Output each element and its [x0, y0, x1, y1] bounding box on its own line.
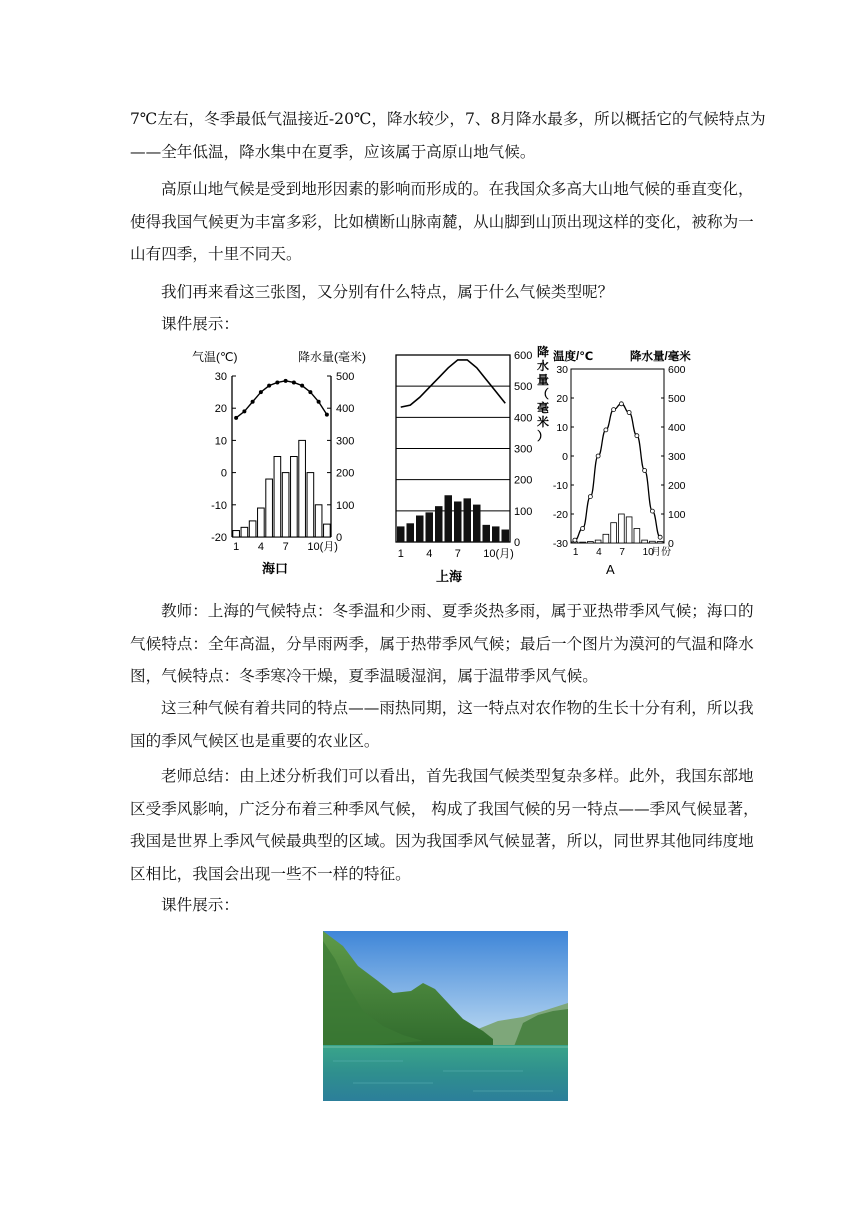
text-line: 我们再来看这三张图，又分别有什么特点，属于什么气候类型呢？ — [161, 283, 614, 301]
y-left-tick-label: 30 — [556, 364, 568, 376]
precip-bar — [315, 505, 322, 537]
temperature-point — [619, 402, 623, 406]
chart-a — [553, 349, 691, 577]
x-tick-label: 10(月) — [483, 548, 514, 560]
temperature-point — [581, 527, 585, 531]
temperature-point — [317, 400, 321, 404]
text-line: 这三种气候有着共同的特点——雨热同期，这一特点对农作物的生长十分有利，所以我 — [161, 699, 754, 717]
precip-bar — [397, 526, 405, 542]
y-right-tick-label: 200 — [514, 474, 533, 487]
temperature-point — [259, 390, 263, 394]
temperature-point — [292, 380, 296, 384]
y-right-tick-label: 0 — [668, 538, 674, 550]
x-tick-label: 7 — [282, 541, 289, 553]
chart-a-y-left-label: 温度/℃ — [553, 351, 594, 363]
precip-bar — [642, 540, 648, 543]
paragraph-7 — [130, 760, 759, 890]
precip-bar — [324, 524, 331, 537]
y-right-tick-label: 300 — [336, 435, 355, 448]
y-left-tick-label: -30 — [552, 538, 568, 550]
temperature-point — [635, 434, 639, 438]
text-line: ——全年低温，降水集中在夏季，应该属于高原山地气候。 — [130, 142, 536, 161]
y-right-tick-label: 600 — [668, 364, 686, 376]
y-right-tick-label: 500 — [514, 381, 533, 394]
precip-bar — [426, 512, 434, 542]
x-tick-label: 10(月) — [307, 541, 338, 553]
precip-bar — [492, 526, 500, 542]
precip-bar — [291, 457, 298, 538]
x-unit-label: 月份 — [651, 547, 671, 558]
precip-bar — [580, 542, 586, 543]
landscape-photo — [323, 931, 568, 1101]
climate-charts-figure — [0, 0, 860, 600]
precip-bar — [282, 473, 289, 537]
text-line: 教师：上海的气候特点：冬季温和少雨、夏季炎热多雨，属于亚热带季风气候；海口的 — [161, 602, 754, 620]
x-tick-label: 4 — [257, 541, 264, 553]
x-tick-label: 1 — [397, 548, 404, 560]
temperature-point — [325, 413, 329, 417]
temperature-point — [300, 384, 304, 388]
temperature-point — [251, 400, 255, 404]
chart-haikou-y-right-label: 降水量(毫米) — [298, 350, 366, 364]
chart-shanghai-title: 上海 — [436, 569, 463, 584]
chart-shanghai — [396, 344, 549, 584]
precip-bar — [249, 521, 256, 537]
y-right-tick-label: 200 — [336, 467, 355, 480]
precip-bar — [603, 534, 609, 543]
y-left-tick-label: 0 — [220, 467, 227, 480]
paragraph-6 — [130, 692, 754, 757]
courseware-caption-2 — [130, 889, 734, 922]
temperature-point — [596, 454, 600, 458]
precip-bar — [502, 530, 510, 542]
precip-bar — [595, 540, 601, 543]
chart-haikou-title: 海口 — [262, 561, 289, 576]
precip-bar — [464, 498, 472, 542]
precip-bar — [454, 501, 462, 542]
temperature-point — [308, 390, 312, 394]
precip-bar — [299, 440, 306, 537]
y-right-tick-label: 200 — [668, 480, 686, 492]
precip-bar — [266, 479, 273, 537]
text-line: 课件展示： — [161, 896, 239, 914]
text-line: 山有四季，十里不同天。 — [130, 245, 302, 263]
text-line: 课件展示： — [161, 315, 239, 333]
y-left-tick-label: 30 — [214, 371, 227, 383]
temperature-point — [650, 509, 654, 513]
y-left-tick-label: -20 — [552, 509, 568, 521]
chart-shanghai-y-right-label: 降水量（毫米） — [537, 345, 550, 443]
y-right-tick-label: 500 — [336, 371, 355, 383]
y-right-tick-label: 100 — [668, 509, 686, 521]
temperature-line — [401, 360, 506, 407]
text-line: 气候特点：全年高温，分旱雨两季，属于热带季风气候；最后一个图片为漠河的气温和降水 — [130, 634, 754, 653]
text-line: 区受季风影响，广泛分布着三种季风气候， 构成了我国气候的另一特点——季风气候显著， — [130, 799, 759, 818]
y-right-tick-label: 400 — [336, 403, 355, 416]
y-left-tick-label: 10 — [214, 435, 227, 448]
precip-bar — [483, 525, 491, 542]
temperature-line — [236, 381, 327, 418]
temperature-point — [573, 538, 577, 542]
chart-a-y-right-label: 降水量/毫米 — [630, 351, 691, 363]
y-left-tick-label: 10 — [556, 422, 568, 434]
y-right-tick-label: 100 — [336, 499, 355, 512]
text-line: 国的季风气候区也是重要的农业区。 — [130, 731, 380, 750]
precip-bar — [473, 505, 481, 542]
precip-bar — [626, 517, 632, 543]
y-right-tick-label: 300 — [668, 451, 686, 463]
text-line: 图，气候特点：冬季寒冷干燥，夏季温暖湿润，属于温带季风气候。 — [130, 667, 598, 685]
x-tick-label: 4 — [426, 548, 433, 560]
precip-bar — [650, 541, 656, 543]
y-right-tick-label: 100 — [514, 505, 533, 518]
y-right-tick-label: 400 — [668, 422, 686, 434]
precip-bar — [619, 514, 625, 543]
x-tick-label: 7 — [619, 547, 625, 558]
temperature-point — [267, 384, 271, 388]
temperature-point — [588, 495, 592, 499]
x-tick-label: 1 — [572, 547, 579, 558]
text-line: 使得我国气候更为丰富多彩，比如横断山脉南麓，从山脚到山顶出现这样的变化，被称为一 — [130, 212, 754, 231]
y-left-tick-label: -20 — [211, 532, 227, 544]
y-right-tick-label: 500 — [668, 393, 686, 405]
x-tick-label: 10 — [642, 547, 654, 558]
text-line: 区相比，我国会出现一些不一样的特征。 — [130, 864, 411, 883]
chart-haikou — [192, 349, 366, 576]
precip-bar — [241, 527, 248, 537]
y-left-tick-label: 0 — [562, 451, 568, 463]
precip-bar — [435, 506, 443, 542]
precip-bar — [274, 457, 281, 538]
temperature-point — [234, 416, 238, 420]
text-line: 老师总结：由上述分析我们可以看出，首先我国气候类型复杂多样。此外，我国东部地 — [161, 767, 754, 785]
temperature-point — [658, 535, 662, 539]
precip-bar — [611, 523, 617, 543]
temperature-point — [604, 428, 608, 432]
precip-bar — [634, 529, 640, 544]
precip-bar — [416, 516, 424, 542]
chart-haikou-y-left-label: 气温(℃) — [192, 350, 238, 364]
y-left-tick-label: -10 — [211, 499, 227, 512]
temperature-point — [612, 408, 616, 412]
x-tick-label: 4 — [596, 547, 602, 558]
temperature-curve — [575, 404, 660, 540]
y-right-tick-label: 300 — [514, 443, 533, 456]
text-line: 7℃左右，冬季最低气温接近-20℃，降水较少，7、8月降水最多，所以概括它的气候特点为 — [130, 110, 766, 128]
text-line: 高原山地气候是受到地形因素的影响而形成的。在我国众多高大山地气候的垂直变化， — [161, 180, 754, 198]
y-left-tick-label: 20 — [214, 403, 227, 416]
temperature-point — [627, 411, 631, 415]
text-line: 我国是世界上季风气候最典型的区域。因为我国季风气候显著，所以，同世界其他同纬度地 — [130, 832, 754, 850]
y-right-tick-label: 0 — [336, 532, 343, 544]
precip-bar — [588, 542, 594, 543]
temperature-point — [284, 379, 288, 383]
paragraph-5 — [130, 595, 754, 693]
temperature-point — [643, 469, 647, 473]
y-left-tick-label: 20 — [556, 393, 568, 405]
chart-a-title: A — [606, 562, 615, 577]
precip-bar — [445, 495, 453, 542]
precip-bar — [407, 523, 415, 542]
precip-bar — [258, 508, 265, 537]
y-left-tick-label: -10 — [552, 480, 568, 492]
y-right-tick-label: 600 — [514, 350, 533, 362]
temperature-point — [275, 380, 279, 384]
y-right-tick-label: 400 — [514, 412, 533, 425]
y-right-tick-label: 0 — [514, 537, 521, 549]
precip-bar — [233, 531, 240, 537]
x-tick-label: 1 — [233, 541, 240, 553]
precip-bar — [307, 473, 314, 537]
x-tick-label: 7 — [454, 548, 461, 560]
temperature-point — [242, 409, 246, 413]
